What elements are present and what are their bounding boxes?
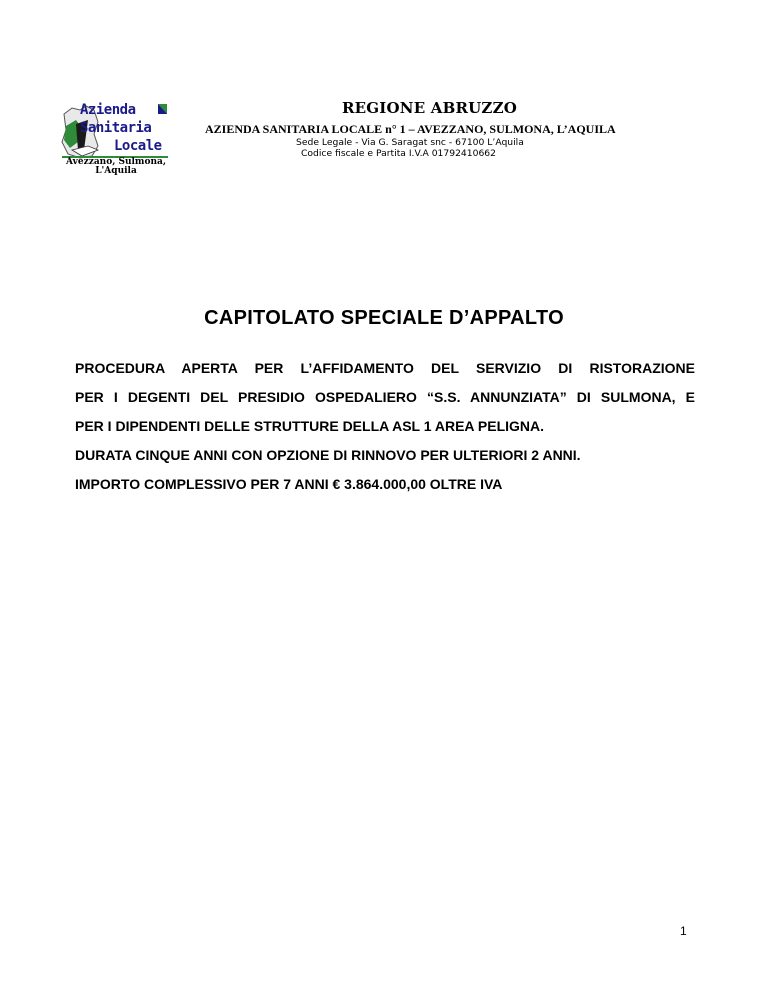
page-number: 1 <box>680 924 687 938</box>
vat-number: Codice fiscale e Partita I.V.A 01792410662 <box>301 148 496 159</box>
logo-footer-line1: Avezzano, Sulmona, <box>66 157 166 167</box>
legal-address: Sede Legale - Via G. Saragat snc - 67100 L’Aquila <box>296 137 524 148</box>
asl-logo <box>58 100 170 178</box>
body-line-1: PROCEDURA APERTA PER L’AFFIDAMENTO DEL SERVIZIO DI RISTORAZIONE <box>75 360 695 376</box>
logo-footer <box>62 158 170 176</box>
document-title: CAPITOLATO SPECIALE D’APPALTO <box>204 307 564 329</box>
logo-footer-line2: L'Aquila <box>95 166 137 176</box>
body-line-2: PER I DEGENTI DEL PRESIDIO OSPEDALIERO “S.S. ANNUNZIATA” DI SULMONA, E <box>75 389 695 405</box>
procedure-description <box>75 354 695 499</box>
logo-word-azienda: Azienda <box>80 102 136 118</box>
logo-word-sanitaria: Sanitaria <box>80 120 152 136</box>
body-line-3: PER I DIPENDENTI DELLE STRUTTURE DELLA ASL 1 AREA PELIGNA. <box>75 418 545 434</box>
region-heading: REGIONE ABRUZZO <box>342 99 517 117</box>
body-line-4: DURATA CINQUE ANNI CON OPZIONE DI RINNOVO PER ULTERIORI 2 ANNI. <box>75 447 581 463</box>
logo-word-locale: Locale <box>114 138 162 154</box>
asl-name: AZIENDA SANITARIA LOCALE n° 1 – AVEZZANO, SULMONA, L’AQUILA <box>205 122 616 136</box>
body-line-5: IMPORTO COMPLESSIVO PER 7 ANNI € 3.864.000,00 OLTRE IVA <box>75 476 503 492</box>
